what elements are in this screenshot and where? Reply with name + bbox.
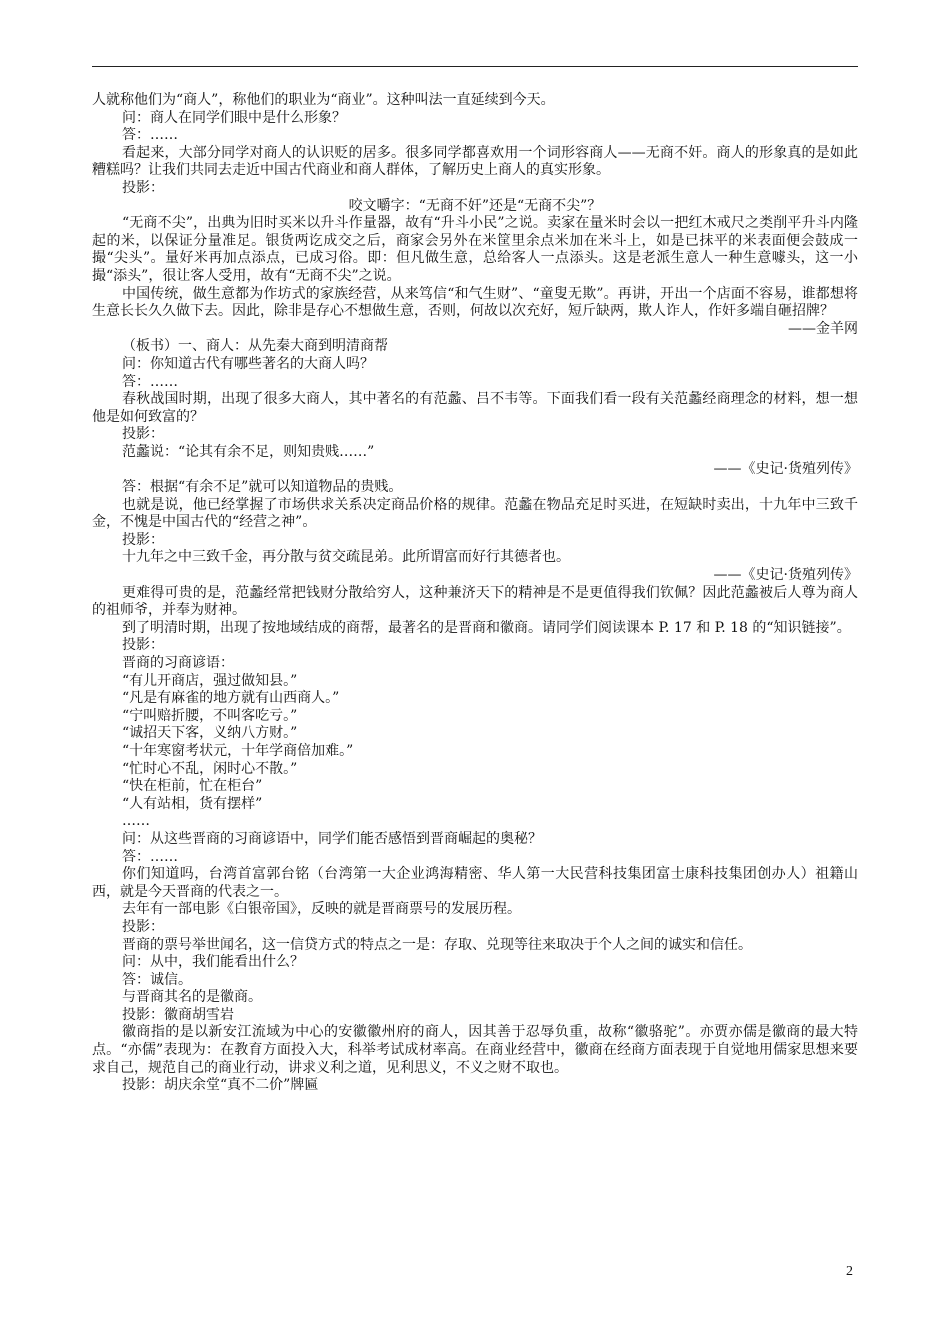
section-heading: 咬文嚼字：“无商不奸”还是“无商不尖”？ bbox=[348, 197, 602, 214]
citation-source: ——金羊网 bbox=[788, 320, 858, 337]
paragraph: 与晋商其名的是徽商。 bbox=[122, 989, 262, 1006]
paragraph: “宁叫赔折腰，不叫客吃亏。” bbox=[122, 707, 298, 724]
paragraph: 投影： bbox=[122, 531, 164, 548]
paragraph: 答：…… bbox=[122, 848, 178, 865]
paragraph: “凡是有麻雀的地方就有山西商人。” bbox=[122, 690, 340, 707]
paragraph: “无商不尖”，出典为旧时买米以升斗作量器，故有“升斗小民”之说。卖家在量米时会以一把红木戒尺之类削平升斗内隆起的米，以保证分量准足。银货两讫成交之后，商家会另外在米筐里余点米加在米斗上，如是已抹平的米表面便会鼓成一撮“尖头”。量好米再加点添点，已成习俗。即：但凡做生意，总给客人一点添头。这是老派生意人一种生意噱头，这一小撮“添头”，很让客人受用，故有“无商不尖”之说。 bbox=[92, 215, 858, 284]
paragraph: 投影：胡庆余堂“真不二价”牌匾 bbox=[122, 1077, 319, 1094]
paragraph: 投影： bbox=[122, 637, 164, 654]
citation-source: ——《史记·货殖列传》 bbox=[713, 461, 858, 478]
paragraph: 中国传统，做生意都为作坊式的家族经营，从来笃信“和气生财”、“童叟无欺”。再讲，开出一个店面不容易，谁都想将生意长长久久做下去。因此，除非是存心不想做生意，否则，何故以次充好，短斤缺两，欺人诈人，作奸多端自砸招牌？ bbox=[92, 285, 858, 320]
paragraph: “忙时心不乱，闲时心不散。” bbox=[122, 760, 298, 777]
paragraph: （板书）一、商人：从先秦大商到明清商帮 bbox=[122, 338, 388, 355]
document-body bbox=[92, 92, 858, 1095]
paragraph: 更难得可贵的是，范蠡经常把钱财分散给穷人，这种兼济天下的精神是不是更值得我们钦佩？因此范蠡被后人尊为商人的祖师爷，并奉为财神。 bbox=[92, 584, 858, 619]
paragraph: 问：商人在同学们眼中是什么形象？ bbox=[122, 109, 346, 126]
paragraph: 你们知道吗，台湾首富郭台铭（台湾第一大企业鸿海精密、华人第一大民营科技集团富士康科技集团创办人）祖籍山西，就是今天晋商的代表之一。 bbox=[92, 866, 858, 900]
paragraph: 徽商指的是以新安江流域为中心的安徽徽州府的商人，因其善于忍辱负重，故称“徽骆驼”。亦贾亦儒是徽商的最大特点。“亦儒”表现为：在教育方面投入大，科举考试成材率高。在商业经营中，徽商在经商方面表现于自觉地用儒家思想来要求自己，规范自己的商业行动，讲求义利之道，见利思义，不义之财不取也。 bbox=[92, 1024, 858, 1076]
paragraph: “快在柜前，忙在柜台” bbox=[122, 778, 263, 795]
citation-source: ——《史记·货殖列传》 bbox=[713, 567, 858, 584]
paragraph: 也就是说，他已经掌握了市场供求关系决定商品价格的规律。范蠡在物品充足时买进，在短缺时卖出，十九年中三致千金，不愧是中国古代的“经营之神”。 bbox=[92, 496, 858, 531]
page-number: 2 bbox=[846, 1264, 853, 1279]
paragraph: 投影： bbox=[122, 426, 164, 443]
paragraph: 答：…… bbox=[122, 127, 178, 144]
header-rule bbox=[92, 66, 858, 67]
paragraph: 答：…… bbox=[122, 373, 178, 390]
paragraph: …… bbox=[122, 813, 150, 830]
paragraph: 投影：徽商胡雪岩 bbox=[122, 1006, 234, 1023]
paragraph: 去年有一部电影《白银帝国》，反映的就是晋商票号的发展历程。 bbox=[122, 901, 521, 918]
paragraph: 晋商的习商谚语： bbox=[122, 655, 234, 671]
paragraph: “十年寒窗考状元，十年学商倍加难。” bbox=[122, 742, 354, 759]
paragraph: 十九年之中三致千金，再分散与贫交疏昆弟。此所谓富而好行其德者也。 bbox=[122, 549, 570, 566]
paragraph: 答：诚信。 bbox=[122, 971, 192, 988]
paragraph: 投影： bbox=[122, 179, 164, 196]
paragraph: 晋商的票号举世闻名，这一信贷方式的特点之一是：存取、兑现等往来取决于个人之间的诚实和信任。 bbox=[122, 936, 752, 953]
paragraph: “人有站相，货有摆样” bbox=[122, 795, 263, 812]
paragraph: 问：从这些晋商的习商谚语中，同学们能否感悟到晋商崛起的奥秘？ bbox=[122, 830, 542, 847]
paragraph: “诚招天下客，义纳八方财。” bbox=[122, 725, 298, 742]
paragraph: 问：从中，我们能看出什么？ bbox=[122, 954, 304, 971]
paragraph: 投影： bbox=[122, 918, 164, 935]
paragraph: “有儿开商店，强过做知县。” bbox=[122, 672, 298, 689]
paragraph: 问：你知道古代有哪些著名的大商人吗？ bbox=[122, 355, 374, 372]
paragraph: 春秋战国时期，出现了很多大商人，其中著名的有范蠡、吕不韦等。下面我们看一段有关范蠡经商理念的材料，想一想他是如何致富的？ bbox=[92, 391, 858, 425]
paragraph: 看起来，大部分同学对商人的认识贬的居多。很多同学都喜欢用一个词形容商人——无商不奸。商人的形象真的是如此糟糕吗？让我们共同去走近中国古代商业和商人群体，了解历史上商人的真实形象。 bbox=[92, 144, 858, 179]
paragraph: 范蠡说：“论其有余不足，则知贵贱……” bbox=[122, 443, 375, 460]
paragraph: 人就称他们为“商人”，称他们的职业为“商业”。这种叫法一直延续到今天。 bbox=[92, 92, 555, 108]
paragraph: 到了明清时期，出现了按地域结成的商帮，最著名的是晋商和徽商。请同学们阅读课本 P. 17 和 P. 18 的“知识链接”。 bbox=[122, 619, 851, 636]
paragraph: 答：根据“有余不足”就可以知道物品的贵贱。 bbox=[122, 479, 403, 496]
